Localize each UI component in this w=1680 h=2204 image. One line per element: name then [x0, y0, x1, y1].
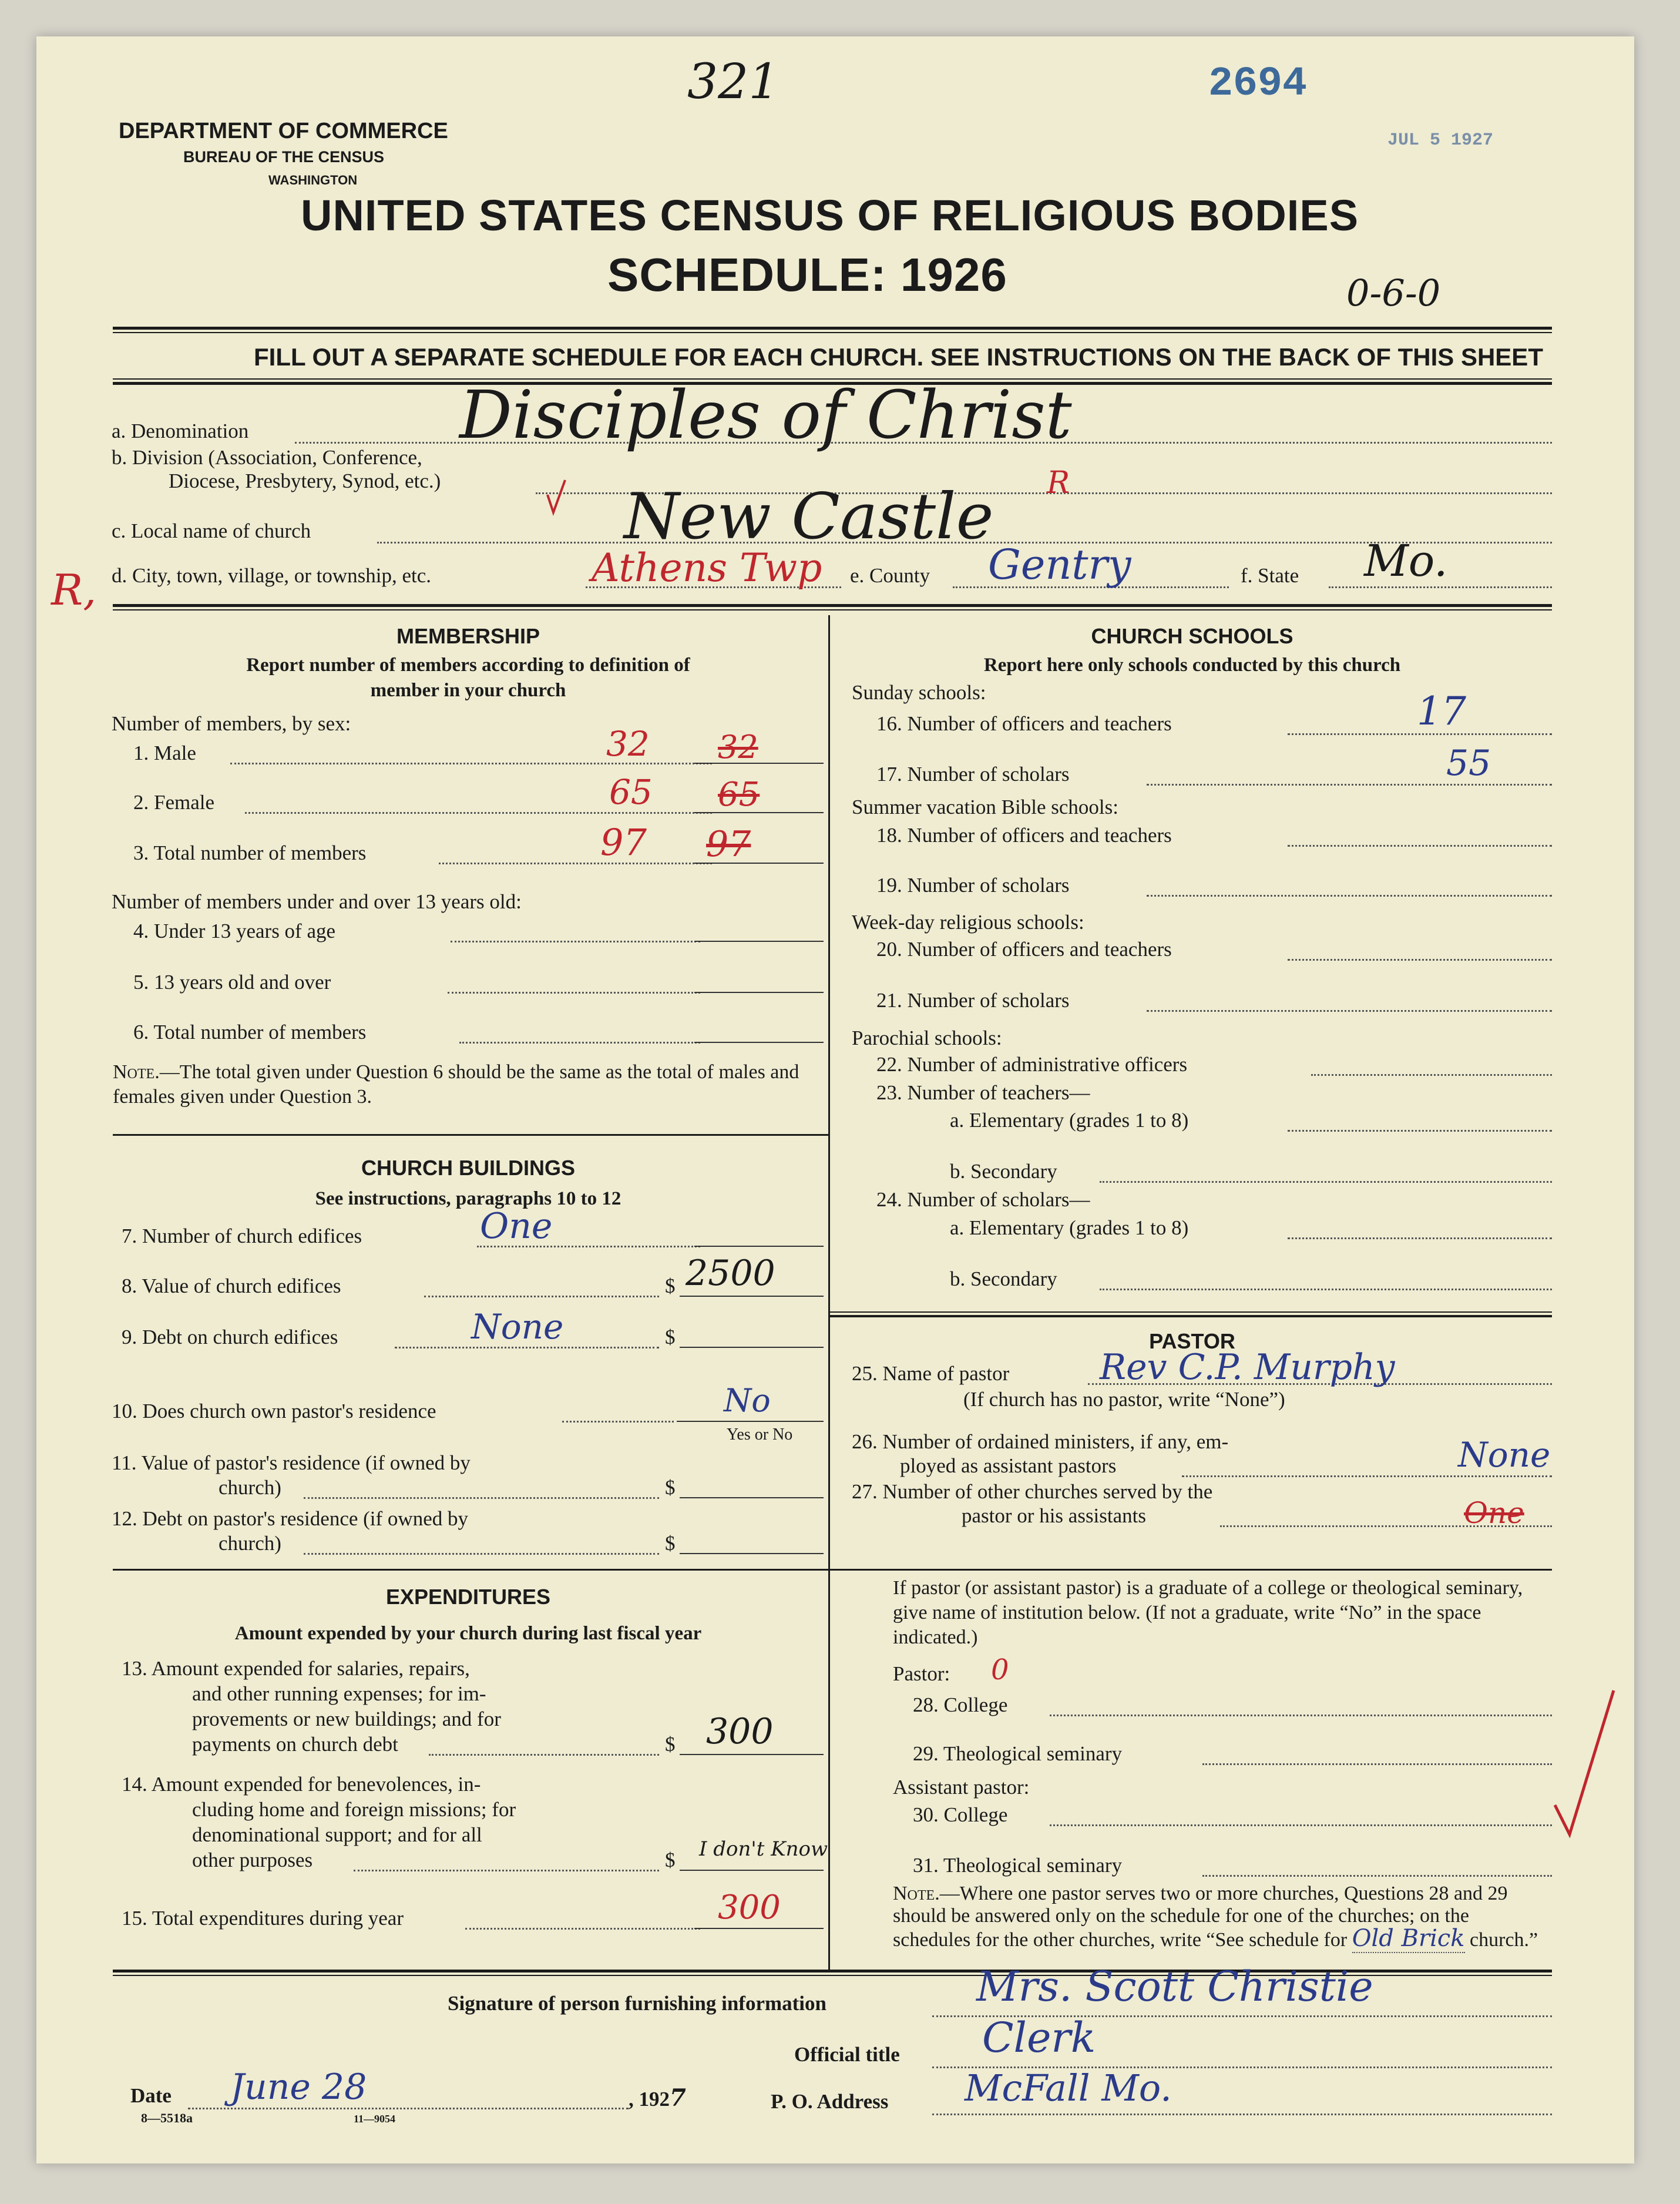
q16-label: 16. Number of officers and teachers [876, 712, 1172, 735]
instruction-bar: FILL OUT A SEPARATE SCHEDULE FOR EACH CHURCH. SEE INSTRUCTIONS ON THE BACK OF THIS SHEET [254, 343, 1543, 371]
q9-label: 9. Debt on church edifices [122, 1326, 338, 1348]
q14-line [680, 1870, 824, 1871]
q26-label-2: ployed as assistant pastors [900, 1454, 1117, 1477]
form-code: 8—5518a [141, 2111, 193, 2125]
buildings-rule [113, 1569, 828, 1571]
pastor-heading: PASTOR [1149, 1329, 1235, 1353]
q2-female-label: 2. Female [133, 791, 215, 814]
q14-label-4: other purposes [192, 1849, 313, 1871]
q17-label: 17. Number of scholars [876, 763, 1070, 786]
handwritten-code: 0-6-0 [1346, 271, 1441, 314]
q8-line [680, 1296, 824, 1297]
signature-value[interactable]: Mrs. Scott Christie [976, 1963, 1373, 2011]
q17-value[interactable]: 55 [1446, 743, 1491, 784]
q23a-label: a. Elementary (grades 1 to 8) [950, 1109, 1189, 1132]
expenditures-sub: Amount expended by your church during last fiscal year [234, 1623, 702, 1644]
date-value[interactable]: June 28 [230, 2067, 367, 2108]
membership-sub-1: Report number of members according to definition of [246, 655, 690, 676]
q13-dollar: $ [665, 1733, 676, 1756]
q24b-dots [1100, 1289, 1552, 1290]
q6-total-label: 6. Total number of members [133, 1021, 367, 1044]
q23-label: 23. Number of teachers— [876, 1081, 1090, 1104]
q13-label-1: 13. Amount expended for salaries, repairs, [122, 1657, 470, 1680]
q25-value[interactable]: Rev C.P. Murphy [1100, 1347, 1395, 1388]
members-by-sex-label: Number of members, by sex: [112, 712, 351, 735]
q14-label-2: cluding home and foreign missions; for [192, 1798, 516, 1821]
q15-value[interactable]: 300 [718, 1888, 781, 1927]
q3-total-value[interactable]: 97 [600, 821, 647, 864]
q15-label: 15. Total expenditures during year [122, 1907, 404, 1930]
q10-value[interactable]: No [724, 1382, 771, 1419]
q16-value[interactable]: 17 [1417, 689, 1466, 734]
q9-dots [395, 1347, 659, 1348]
q9-value[interactable]: None [471, 1307, 564, 1347]
buildings-heading: CHURCH BUILDINGS [361, 1156, 575, 1180]
identity-rule [113, 604, 1552, 607]
q1-line [694, 763, 824, 764]
schools-heading: CHURCH SCHOOLS [1091, 624, 1293, 648]
q19-dots [1147, 895, 1552, 897]
official-title-label: Official title [794, 2043, 900, 2066]
schools-rule-thick [829, 1315, 1552, 1317]
q11-label: 11. Value of pastor's residence (if owned by [112, 1451, 471, 1474]
q30-label: 30. College [913, 1803, 1008, 1826]
denomination-value[interactable]: Disciples of Christ [459, 377, 1072, 454]
sunday-schools-label: Sunday schools: [852, 681, 986, 704]
pastor-note [893, 1883, 1551, 1951]
q11-label-2: church) [219, 1476, 281, 1499]
q26-line [1182, 1475, 1552, 1477]
q23b-dots [1100, 1181, 1552, 1183]
print-code: 11—9054 [354, 2113, 396, 2125]
q12-label: 12. Debt on pastor's residence (if owned by [112, 1507, 468, 1530]
pastor-note-end: church.” [1470, 1929, 1538, 1951]
q14-label-3: denominational support; and for all [192, 1823, 482, 1846]
header-rule-top [113, 327, 1552, 330]
membership-note [113, 1060, 824, 1109]
q1-male-label: 1. Male [133, 742, 196, 764]
q10-label: 10. Does church own pastor's residence [112, 1400, 436, 1423]
q29-label: 29. Theological seminary [913, 1742, 1123, 1765]
city-name: WASHINGTON [268, 173, 358, 187]
weekday-schools-label: Week-day religious schools: [852, 911, 1084, 934]
q5-over13-label: 5. 13 years old and over [133, 971, 331, 994]
date-label: Date [130, 2084, 172, 2107]
q13-label-4: payments on church debt [192, 1733, 398, 1756]
assistant-pastor-label: Assistant pastor: [893, 1776, 1030, 1799]
q18-label: 18. Number of officers and teachers [876, 824, 1172, 847]
state-value[interactable]: Mo. [1364, 536, 1448, 586]
q7-value[interactable]: One [480, 1206, 553, 1247]
q4-line [694, 941, 824, 942]
pastor-note-label: Note. [893, 1883, 940, 1904]
q4-dots [451, 941, 700, 942]
q29-line [1202, 1763, 1552, 1765]
local-name-correction: R [1047, 465, 1070, 501]
q15-line [694, 1928, 824, 1929]
date-year [629, 2084, 686, 2112]
q31-line [1202, 1875, 1552, 1877]
city-value[interactable]: Athens Twp [592, 545, 822, 591]
red-tick-icon [545, 477, 568, 518]
q4-under13-label: 4. Under 13 years of age [133, 920, 336, 942]
state-line [1329, 586, 1552, 588]
q20-label: 20. Number of officers and teachers [876, 938, 1172, 961]
q21-dots [1147, 1010, 1552, 1012]
graduate-note: If pastor (or assistant pastor) is a graduate of a college or theological seminary, give name of institution below. (If not a graduate, write “No” in the space indicated.) [893, 1577, 1523, 1648]
header-rule-top-thin [113, 332, 1552, 333]
expenditures-heading: EXPENDITURES [385, 1585, 551, 1609]
po-address-label: P. O. Address [771, 2090, 889, 2113]
q13-dots [429, 1754, 659, 1756]
local-name-value[interactable]: New Castle [624, 480, 994, 553]
q6-dots [459, 1042, 700, 1044]
column-divider [828, 615, 830, 1970]
q13-value[interactable]: 300 [706, 1711, 774, 1752]
official-title-value[interactable]: Clerk [982, 2014, 1096, 2062]
date-year-digit[interactable]: 7 [670, 2084, 686, 2112]
buildings-sub: See instructions, paragraphs 10 to 12 [315, 1188, 621, 1209]
q3-dots [439, 863, 712, 864]
schools-sub: Report here only schools conducted by this church [983, 655, 1401, 676]
pastor-mark: 0 [991, 1653, 1009, 1686]
q27-label-2: pastor or his assistants [962, 1504, 1147, 1527]
q27-label-1: 27. Number of other churches served by the [852, 1480, 1213, 1503]
county-label: e. County [850, 564, 930, 587]
q26-value[interactable]: None [1458, 1435, 1551, 1475]
q11-dollar: $ [665, 1476, 676, 1499]
pastor-note-text: —Where one pastor serves two or more churches, Questions 28 and 29 should be answered only on the schedule for one of the churches; on the schedules for the other churches, write “See schedule for [893, 1883, 1508, 1951]
schools-rule [829, 1311, 1552, 1313]
form-title: UNITED STATES CENSUS OF RELIGIOUS BODIES [301, 191, 1359, 240]
q19-label: 19. Number of scholars [876, 874, 1070, 897]
q11-line [680, 1497, 824, 1498]
q30-line [1050, 1824, 1552, 1826]
census-schedule-sheet [36, 36, 1634, 2163]
q8-dots [424, 1296, 659, 1297]
handwritten-page-number: 321 [687, 54, 779, 110]
form-subtitle: SCHEDULE: 1926 [607, 249, 1007, 301]
q31-label: 31. Theological seminary [913, 1854, 1123, 1877]
q28-line [1050, 1715, 1552, 1716]
po-address-value[interactable]: McFall Mo. [965, 2067, 1172, 2109]
state-label: f. State [1241, 564, 1299, 587]
q24a-dots [1288, 1237, 1552, 1239]
pastor-note-value[interactable]: Old Brick [1352, 1925, 1465, 1952]
q12-dots [304, 1553, 659, 1555]
q14-value[interactable]: I don't Know [699, 1837, 828, 1861]
q8-dollar: $ [665, 1274, 676, 1297]
division-label: b. Division (Association, Conference, [112, 446, 422, 469]
summer-schools-label: Summer vacation Bible schools: [852, 796, 1118, 818]
q17-dots [1147, 784, 1552, 786]
margin-mark: R, [51, 565, 97, 615]
bureau-name: BUREAU OF THE CENSUS [183, 148, 385, 166]
date-received-stamp: JUL 5 1927 [1387, 130, 1494, 150]
membership-note-label: Note. [113, 1061, 160, 1083]
pastor-rule [829, 1569, 1552, 1571]
q14-dots [354, 1870, 659, 1871]
q14-dollar: $ [665, 1849, 676, 1871]
q25-hint: (If church has no pastor, write “None”) [963, 1388, 1285, 1411]
q21-label: 21. Number of scholars [876, 989, 1070, 1012]
q15-dots [465, 1928, 700, 1930]
q27-value[interactable]: One [1464, 1496, 1524, 1530]
q22-dots [1311, 1074, 1552, 1076]
q6-line [694, 1042, 824, 1043]
membership-note-text: —The total given under Question 6 should be the same as the total of males and females given under Question 3. [113, 1061, 799, 1108]
q28-label: 28. College [913, 1693, 1008, 1716]
q23b-label: b. Secondary [950, 1160, 1057, 1183]
q1-male-value[interactable]: 32 [606, 724, 650, 764]
q9-line [680, 1347, 824, 1348]
q1-male-original: 32 [718, 729, 758, 766]
q11-dots [304, 1497, 659, 1499]
q3-total-label: 3. Total number of members [133, 841, 367, 864]
membership-sub-2: member in your church [370, 680, 566, 701]
denomination-label: a. Denomination [112, 420, 249, 442]
division-label-2: Diocese, Presbytery, Synod, etc.) [169, 469, 441, 492]
parochial-schools-label: Parochial schools: [852, 1026, 1002, 1049]
identity-rule-thin [113, 609, 1552, 610]
q22-label: 22. Number of administrative officers [876, 1053, 1188, 1076]
city-label: d. City, town, village, or township, etc. [112, 564, 432, 587]
q10-hint: Yes or No [727, 1425, 793, 1444]
local-name-label: c. Local name of church [112, 519, 311, 542]
q10-line [677, 1421, 824, 1422]
q2-dots [245, 812, 712, 814]
q7-line [694, 1246, 824, 1247]
q12-line [680, 1553, 824, 1554]
q8-value[interactable]: 2500 [686, 1253, 775, 1294]
q13-line [680, 1754, 824, 1755]
q3-total-original: 97 [706, 824, 751, 865]
red-check-mark-icon [1552, 1688, 1617, 1840]
signature-label: Signature of person furnishing information [448, 1992, 826, 2015]
q5-line [694, 992, 824, 993]
membership-rule [113, 1134, 828, 1136]
q14-label-1: 14. Amount expended for benevolences, in- [122, 1773, 481, 1796]
date-line [188, 2108, 629, 2109]
members-by-age-label: Number of members under and over 13 years old: [112, 890, 522, 913]
membership-heading: MEMBERSHIP [396, 624, 540, 648]
q25-label: 25. Name of pastor [852, 1362, 1010, 1385]
q10-dots [562, 1421, 674, 1423]
q2-female-original: 65 [718, 776, 760, 814]
department-name: DEPARTMENT OF COMMERCE [119, 119, 448, 143]
county-value[interactable]: Gentry [988, 541, 1131, 589]
q24a-label: a. Elementary (grades 1 to 8) [950, 1216, 1189, 1239]
q13-label-2: and other running expenses; for im- [192, 1682, 486, 1705]
q24-label: 24. Number of scholars— [876, 1188, 1090, 1211]
q20-dots [1288, 959, 1552, 961]
q12-dollar: $ [665, 1532, 676, 1555]
q13-label-3: provements or new buildings; and for [192, 1707, 501, 1730]
q5-dots [448, 992, 700, 994]
q24b-label: b. Secondary [950, 1267, 1057, 1290]
q26-label-1: 26. Number of ordained ministers, if any, em- [852, 1430, 1229, 1453]
q12-label-2: church) [219, 1532, 281, 1555]
q8-label: 8. Value of church edifices [122, 1274, 341, 1297]
po-address-line [932, 2114, 1552, 2115]
q9-dollar: $ [665, 1326, 676, 1348]
q23a-dots [1288, 1130, 1552, 1132]
date-year-prefix: , 192 [629, 2088, 670, 2111]
q7-label: 7. Number of church edifices [122, 1225, 362, 1247]
q18-dots [1288, 845, 1552, 847]
q2-female-value[interactable]: 65 [609, 772, 653, 812]
stamped-number: 2694 [1208, 61, 1308, 108]
pastor-label: Pastor: [893, 1662, 950, 1685]
